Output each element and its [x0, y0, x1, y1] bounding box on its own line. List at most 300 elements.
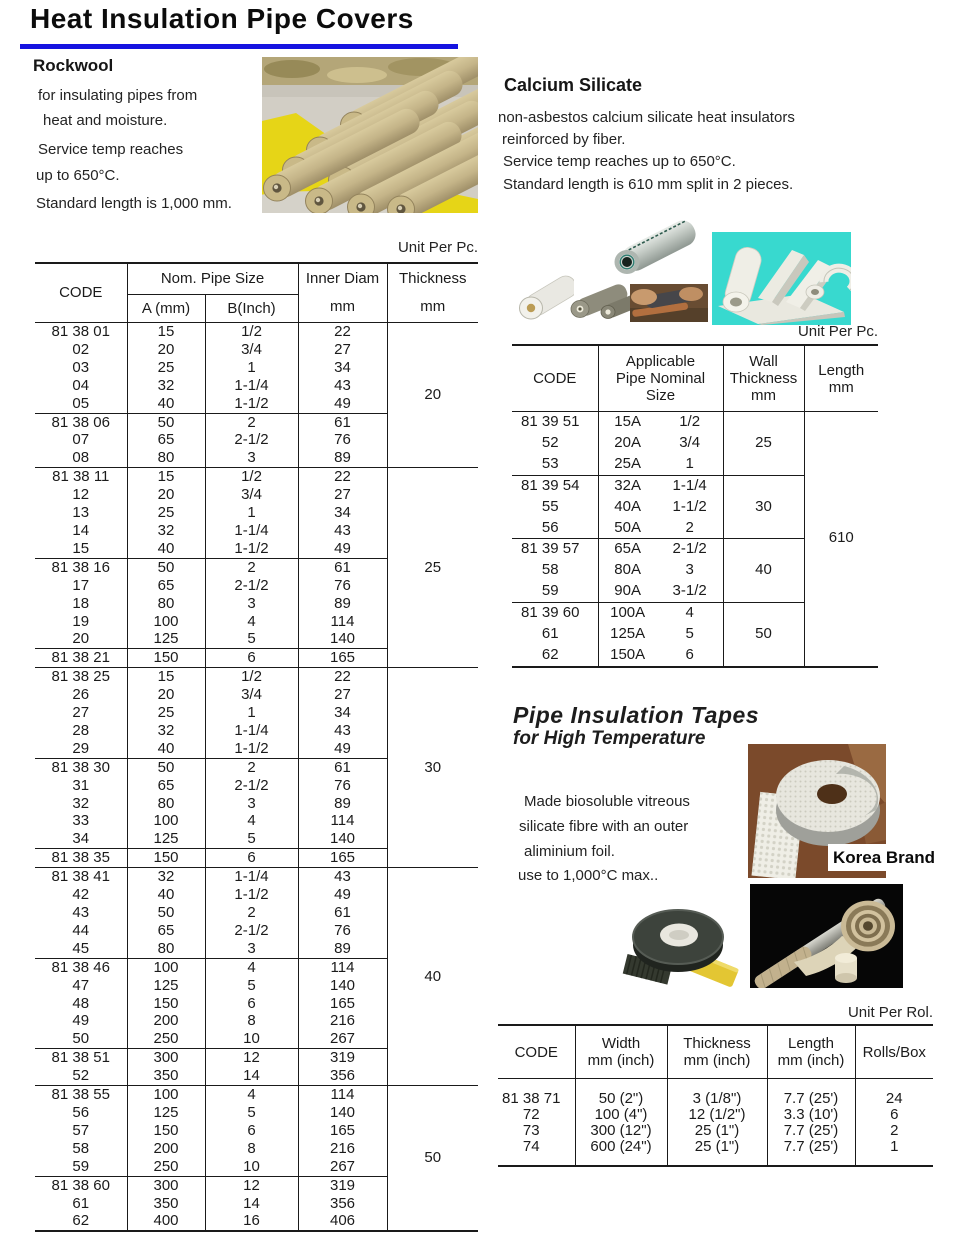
col-header-wall-thickness: Wall Thickness mm	[723, 345, 804, 412]
pipe-size-cell: 90A 3-1/2	[598, 581, 723, 602]
table-cell: 150	[127, 995, 205, 1013]
table-cell: 12 (1/2")	[667, 1107, 767, 1123]
pipe-size-cell: 32A 1-1/4	[598, 475, 723, 496]
table-cell: 7.7 (25')	[767, 1123, 855, 1139]
pipe-size-cell: 15A 1/2	[598, 412, 723, 433]
table-row	[35, 468, 478, 486]
thickness-cell: 25	[387, 468, 478, 668]
table-cell: 14	[205, 1067, 298, 1085]
table-cell: 50	[127, 758, 205, 776]
calcium-line-2: reinforced by fiber.	[502, 131, 626, 148]
table-cell: 20	[127, 486, 205, 504]
table-cell: 65	[127, 777, 205, 795]
rockwool-line-4: up to 650°C.	[36, 167, 120, 184]
table-cell: 1/2	[205, 468, 298, 486]
code-cell: 81 38 16	[51, 558, 110, 576]
table-cell: 20	[127, 686, 205, 704]
code-cell: 81 38 06	[51, 413, 110, 431]
col-header-nom-pipe-size: Nom. Pipe Size	[127, 263, 298, 295]
code-cell: 45	[35, 940, 127, 958]
calcium-silicate-shapes-photo	[712, 232, 851, 325]
code-cell: 20	[35, 630, 127, 648]
table-cell: 600 (24")	[575, 1139, 667, 1166]
table-cell: 76	[298, 777, 387, 795]
pipe-size-cell: 40A 1-1/2	[598, 497, 723, 518]
table-cell: 32	[127, 522, 205, 540]
unit-label-calcium-table: Unit Per Pc.	[797, 323, 878, 340]
table-cell: 22	[298, 468, 387, 486]
table-cell: 3	[205, 940, 298, 958]
table-cell: 267	[298, 1158, 387, 1176]
table-cell: 200	[127, 1012, 205, 1030]
table-cell: 1-1/2	[205, 886, 298, 904]
table-cell: 216	[298, 1140, 387, 1158]
table-cell: 12	[205, 1049, 298, 1067]
table-cell: 89	[298, 595, 387, 613]
table-cell: 150	[127, 1122, 205, 1140]
code-cell: 81 39 60	[521, 604, 580, 622]
table-cell: 4	[205, 812, 298, 830]
table-cell: 89	[298, 795, 387, 813]
table-cell: 100	[127, 1086, 205, 1104]
table-cell: 10	[205, 1158, 298, 1176]
table-cell: 3/4	[205, 486, 298, 504]
table-cell: 14	[205, 1195, 298, 1213]
table-cell: 125	[127, 830, 205, 848]
table-cell: 32	[127, 377, 205, 395]
table-cell: 350	[127, 1067, 205, 1085]
table-cell: 12	[205, 1176, 298, 1194]
thickness-cell: 30	[387, 668, 478, 868]
table-cell: 165	[298, 1122, 387, 1140]
table-cell: 114	[298, 1086, 387, 1104]
table-cell: 114	[298, 958, 387, 976]
table-cell: 61	[298, 413, 387, 431]
table-cell: 125	[127, 977, 205, 995]
table-cell: 356	[298, 1195, 387, 1213]
code-cell: 53	[512, 454, 598, 475]
table-cell: 100	[127, 958, 205, 976]
col-header-length: Length mm (inch)	[767, 1025, 855, 1079]
page-title: Heat Insulation Pipe Covers	[30, 3, 414, 34]
table-cell: 1-1/4	[205, 377, 298, 395]
wall-thickness-cell: 50	[723, 603, 804, 667]
thickness-cell: 20	[387, 323, 478, 468]
code-cell: 33	[72, 812, 90, 830]
pipe-size-cell: 80A 3	[598, 560, 723, 581]
table-cell: 50 (2")	[575, 1079, 667, 1108]
table-cell: 61	[298, 904, 387, 922]
table-cell: 25 (1")	[667, 1123, 767, 1139]
table-cell: 89	[298, 449, 387, 467]
col-header-inner-diam: Inner Diam mm	[298, 263, 387, 323]
thickness-cell: 50	[387, 1086, 478, 1232]
table-cell: 3/4	[205, 686, 298, 704]
table-cell: 3	[205, 449, 298, 467]
table-cell: 25	[127, 504, 205, 522]
code-cell: 32	[72, 794, 90, 812]
table-cell: 49	[298, 540, 387, 558]
table-cell: 76	[298, 922, 387, 940]
code-cell: 50	[35, 1030, 127, 1048]
table-cell: 24	[855, 1079, 933, 1108]
table-cell: 89	[298, 940, 387, 958]
tapes-line-2: silicate fibre with an outer	[519, 818, 689, 835]
code-cell: 03	[72, 358, 90, 376]
table-cell: 140	[298, 977, 387, 995]
table-cell: 356	[298, 1067, 387, 1085]
table-cell: 3 (1/8")	[667, 1079, 767, 1108]
table-cell: 2	[205, 558, 298, 576]
table-cell: 1	[855, 1139, 933, 1166]
col-header-length: Length mm	[804, 345, 878, 412]
black-yellow-tape-roll-photo	[616, 901, 740, 991]
calcium-line-1: non-asbestos calcium silicate heat insulators	[498, 109, 795, 126]
code-cell: 58	[541, 561, 559, 579]
table-cell: 22	[298, 668, 387, 686]
table-cell: 34	[298, 704, 387, 722]
code-cell: 81 38 21	[35, 649, 127, 668]
hands-installing-insulation-photo	[630, 284, 708, 322]
code-cell: 81 39 51	[521, 413, 580, 430]
rockwool-line-1: for insulating pipes from	[38, 87, 198, 104]
code-cell: 74	[522, 1138, 540, 1155]
table-cell: 10	[205, 1030, 298, 1048]
table-cell: 3	[205, 795, 298, 813]
table-cell: 7.7 (25')	[767, 1139, 855, 1166]
code-cell: 55	[541, 497, 559, 515]
table-cell: 15	[127, 668, 205, 686]
code-cell: 56	[72, 1103, 90, 1121]
table-cell: 2-1/2	[205, 777, 298, 795]
table-cell: 5	[205, 630, 298, 648]
table-cell: 1-1/2	[205, 540, 298, 558]
table-cell: 80	[127, 595, 205, 613]
code-cell: 48	[72, 994, 90, 1012]
table-cell: 80	[127, 940, 205, 958]
table-cell: 8	[205, 1012, 298, 1030]
table-cell: 3/4	[205, 341, 298, 359]
table-cell: 4	[205, 958, 298, 976]
table-cell: 76	[298, 577, 387, 595]
table-cell: 300	[127, 1176, 205, 1194]
calcium-silicate-table	[512, 344, 878, 668]
table-cell: 2	[205, 904, 298, 922]
wall-thickness-cell: 40	[723, 539, 804, 603]
col-header-code: CODE	[512, 345, 598, 412]
table-cell: 27	[298, 686, 387, 704]
table-cell: 300	[127, 1049, 205, 1067]
code-cell: 04	[72, 376, 90, 394]
table-cell: 32	[127, 722, 205, 740]
code-cell: 15	[35, 540, 127, 558]
title-underline	[20, 44, 458, 49]
pipe-size-cell: 50A 2	[598, 518, 723, 539]
table-cell: 114	[298, 812, 387, 830]
table-cell: 165	[298, 649, 387, 668]
code-cell: 34	[35, 830, 127, 848]
table-cell: 2	[205, 413, 298, 431]
insulation-tape-table	[498, 1024, 933, 1167]
table-cell: 34	[298, 359, 387, 377]
table-cell: 4	[205, 613, 298, 631]
table-cell: 1	[205, 504, 298, 522]
table-cell: 5	[205, 977, 298, 995]
table-cell: 76	[298, 431, 387, 449]
table-cell: 250	[127, 1030, 205, 1048]
table-cell: 1-1/4	[205, 868, 298, 886]
table-cell: 406	[298, 1212, 387, 1231]
table-cell: 125	[127, 630, 205, 648]
table-cell: 1/2	[205, 323, 298, 341]
code-cell: 57	[72, 1121, 90, 1139]
table-cell: 6	[205, 849, 298, 868]
table-cell: 1-1/2	[205, 395, 298, 413]
rockwool-line-5: Standard length is 1,000 mm.	[36, 195, 232, 212]
rockwool-pipe-cover-table	[35, 262, 478, 1232]
table-cell: 32	[127, 868, 205, 886]
table-cell: 20	[127, 341, 205, 359]
calcium-line-3: Service temp reaches up to 650°C.	[503, 153, 736, 170]
table-cell: 49	[298, 740, 387, 758]
table-cell: 3	[205, 595, 298, 613]
table-cell: 2-1/2	[205, 922, 298, 940]
table-cell: 65	[127, 577, 205, 595]
table-cell: 6	[205, 1122, 298, 1140]
table-cell: 65	[127, 922, 205, 940]
code-cell: 43	[72, 904, 90, 921]
table-cell: 80	[127, 795, 205, 813]
pipe-size-cell: 125A 5	[598, 624, 723, 645]
table-cell: 114	[298, 613, 387, 631]
code-cell: 52	[35, 1067, 127, 1085]
table-cell: 43	[298, 722, 387, 740]
code-cell: 05	[35, 395, 127, 413]
table-row	[498, 1123, 933, 1139]
col-header-b-inch: B(Inch)	[205, 295, 298, 323]
code-cell: 42	[72, 886, 90, 904]
table-cell: 25 (1")	[667, 1139, 767, 1166]
tapes-subheading: for High Temperature	[513, 728, 706, 749]
table-cell: 34	[298, 504, 387, 522]
code-cell: 81 38 01	[51, 323, 110, 340]
table-row	[35, 263, 478, 295]
table-cell: 4	[205, 1086, 298, 1104]
col-header-pipe-nominal-size: Applicable Pipe Nominal Size	[598, 345, 723, 412]
pipe-size-cell: 150A 6	[598, 645, 723, 667]
table-cell: 2-1/2	[205, 577, 298, 595]
code-cell: 81 38 51	[51, 1049, 110, 1067]
table-cell: 50	[127, 904, 205, 922]
table-cell: 50	[127, 558, 205, 576]
col-header-thickness: Thickness mm (inch)	[667, 1025, 767, 1079]
code-cell: 61	[72, 1194, 90, 1212]
wall-thickness-cell: 25	[723, 412, 804, 476]
calcium-silicate-heading: Calcium Silicate	[504, 75, 643, 95]
length-cell: 610	[804, 412, 878, 667]
code-cell: 56	[512, 518, 598, 539]
code-cell: 62	[35, 1212, 127, 1231]
tapes-line-3: aliminium foil.	[524, 843, 615, 860]
code-cell: 81 38 55	[51, 1086, 110, 1104]
pipe-size-cell: 25A 1	[598, 454, 723, 475]
table-row	[512, 345, 878, 412]
table-cell: 3.3 (10')	[767, 1107, 855, 1123]
table-cell: 7.7 (25')	[767, 1079, 855, 1108]
table-cell: 165	[298, 849, 387, 868]
table-row	[498, 1079, 933, 1108]
table-cell: 1/2	[205, 668, 298, 686]
code-cell: 81 38 60	[51, 1176, 110, 1194]
table-row	[512, 412, 878, 433]
col-header-thickness: Thickness mm	[387, 263, 478, 323]
table-cell: 200	[127, 1140, 205, 1158]
rockwool-heading: Rockwool	[33, 56, 114, 75]
code-cell: 12	[72, 486, 90, 504]
code-cell: 81 38 35	[35, 849, 127, 868]
table-cell: 50	[127, 413, 205, 431]
code-cell: 49	[72, 1012, 90, 1030]
table-cell: 25	[127, 704, 205, 722]
code-cell: 31	[72, 776, 90, 794]
col-header-code: CODE	[498, 1025, 575, 1079]
code-cell: 59	[35, 1158, 127, 1176]
table-cell: 6	[205, 995, 298, 1013]
col-header-width: Width mm (inch)	[575, 1025, 667, 1079]
table-cell: 6	[205, 649, 298, 668]
table-cell: 40	[127, 395, 205, 413]
wrapped-pipe-tape-photo	[750, 884, 903, 988]
table-cell: 15	[127, 468, 205, 486]
foil-covered-pipe-insulation-photo	[612, 218, 697, 280]
table-cell: 250	[127, 1158, 205, 1176]
table-cell: 100	[127, 812, 205, 830]
code-cell: 44	[72, 921, 90, 939]
table-cell: 1	[205, 704, 298, 722]
table-row	[35, 868, 478, 886]
table-cell: 2	[205, 758, 298, 776]
table-cell: 8	[205, 1140, 298, 1158]
unit-label-tape-table: Unit Per Rol.	[847, 1004, 933, 1021]
code-cell: 72	[522, 1106, 540, 1123]
table-row	[35, 668, 478, 686]
table-cell: 40	[127, 540, 205, 558]
table-cell: 150	[127, 849, 205, 868]
table-cell: 49	[298, 395, 387, 413]
brand-label: Korea Brand	[828, 844, 940, 871]
table-cell: 140	[298, 1104, 387, 1122]
table-cell: 43	[298, 868, 387, 886]
table-cell: 5	[205, 830, 298, 848]
table-cell: 65	[127, 431, 205, 449]
table-cell: 319	[298, 1049, 387, 1067]
table-cell: 43	[298, 377, 387, 395]
table-row	[35, 1086, 478, 1104]
table-cell: 350	[127, 1195, 205, 1213]
table-cell: 1-1/2	[205, 740, 298, 758]
table-cell: 61	[298, 558, 387, 576]
code-cell: 81 38 71	[502, 1090, 561, 1107]
code-cell: 27	[72, 704, 90, 722]
table-row	[35, 323, 478, 341]
pipe-size-cell: 100A 4	[598, 603, 723, 624]
code-cell: 13	[72, 504, 90, 522]
white-foil-tube-photo	[514, 267, 574, 327]
pipe-size-cell: 20A 3/4	[598, 433, 723, 454]
grey-insulation-tubes-photo	[567, 281, 635, 323]
table-cell: 100	[127, 613, 205, 631]
table-cell: 2-1/2	[205, 431, 298, 449]
code-cell: 18	[72, 594, 90, 612]
table-cell: 27	[298, 486, 387, 504]
code-cell: 81 38 25	[51, 668, 110, 686]
table-cell: 267	[298, 1030, 387, 1048]
code-cell: 52	[541, 433, 559, 451]
rockwool-line-2: heat and moisture.	[43, 112, 168, 129]
code-cell: 81 39 54	[521, 476, 580, 494]
code-cell: 14	[72, 521, 90, 539]
table-cell: 319	[298, 1176, 387, 1194]
calcium-line-4: Standard length is 610 mm split in 2 pieces.	[503, 176, 794, 193]
code-cell: 81 38 46	[51, 958, 110, 976]
table-cell: 165	[298, 995, 387, 1013]
code-cell: 73	[522, 1122, 540, 1139]
code-cell: 19	[72, 612, 90, 630]
code-cell: 81 38 30	[51, 758, 110, 776]
table-cell: 25	[127, 359, 205, 377]
unit-label-rockwool-table: Unit Per Pc.	[397, 239, 478, 256]
table-cell: 80	[127, 449, 205, 467]
col-header-a-mm: A (mm)	[127, 295, 205, 323]
code-cell: 81 38 41	[51, 868, 110, 886]
table-cell: 1	[205, 359, 298, 377]
col-header-rolls-box: Rolls/Box	[855, 1025, 933, 1079]
code-cell: 28	[72, 721, 90, 739]
code-cell: 62	[512, 645, 598, 667]
table-cell: 140	[298, 830, 387, 848]
table-cell: 1-1/4	[205, 522, 298, 540]
code-cell: 81 39 57	[521, 540, 580, 558]
code-cell: 26	[72, 686, 90, 704]
rockwool-line-3: Service temp reaches	[38, 141, 184, 158]
wall-thickness-cell: 30	[723, 475, 804, 539]
table-cell: 150	[127, 649, 205, 668]
table-cell: 40	[127, 886, 205, 904]
table-cell: 400	[127, 1212, 205, 1231]
table-cell: 22	[298, 323, 387, 341]
pipe-size-cell: 65A 2-1/2	[598, 539, 723, 560]
code-cell: 08	[35, 449, 127, 467]
code-cell: 61	[541, 625, 559, 643]
code-cell: 02	[72, 340, 90, 358]
code-cell: 47	[72, 976, 90, 994]
table-cell: 61	[298, 758, 387, 776]
table-cell: 49	[298, 886, 387, 904]
tapes-heading: Pipe Insulation Tapes	[513, 702, 760, 728]
code-cell: 58	[72, 1139, 90, 1157]
rockwool-pipe-covers-photo	[262, 57, 478, 213]
table-row	[498, 1025, 933, 1079]
thickness-cell: 40	[387, 868, 478, 1086]
table-row	[498, 1107, 933, 1123]
col-header-code: CODE	[35, 263, 127, 323]
table-cell: 40	[127, 740, 205, 758]
table-row	[498, 1139, 933, 1166]
table-cell: 125	[127, 1104, 205, 1122]
table-cell: 100 (4")	[575, 1107, 667, 1123]
table-cell: 300 (12")	[575, 1123, 667, 1139]
tapes-line-1: Made biosoluble vitreous	[524, 793, 690, 810]
